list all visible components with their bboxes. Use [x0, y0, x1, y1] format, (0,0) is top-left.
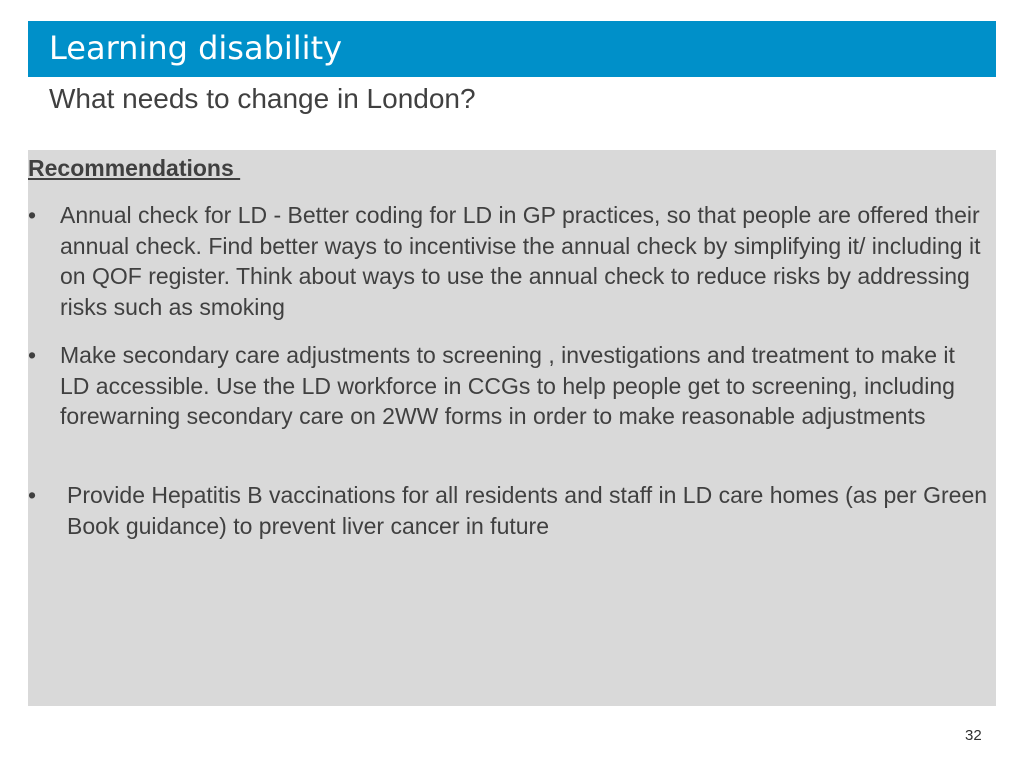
bullet-icon: •: [28, 202, 37, 228]
slide-subtitle: What needs to change in London?: [49, 83, 476, 114]
recommendation-item: [28, 200, 988, 322]
page-number: 32: [965, 727, 982, 744]
recommendation-text: Make secondary care adjustments to screening , investigations and treatment to make it LD accessible. Use the LD workforce in CCGs to help people get to screening, including forewarning secondary care on 2WW forms in order to make reasonable adjustments: [60, 342, 955, 429]
recommendation-item: [28, 340, 988, 432]
recommendations-panel: [28, 150, 996, 706]
recommendation-item: [28, 480, 988, 541]
recommendation-text: Provide Hepatitis B vaccinations for all residents and staff in LD care homes (as per Green Book guidance) to prevent liver cancer in future: [67, 482, 988, 539]
recommendations-heading: Recommendations: [28, 155, 241, 181]
recommendation-text: Annual check for LD - Better coding for LD in GP practices, so that people are offered their annual check. Find better ways to incentivise the annual check by simplifying it/ including it on QOF register. Think about ways to use the annual check to reduce risks by addressing risks such as smoking: [60, 202, 981, 320]
bullet-icon: •: [28, 482, 37, 508]
bullet-icon: •: [28, 342, 37, 368]
slide-title: Learning disability: [49, 29, 343, 67]
title-bar: [28, 21, 996, 77]
